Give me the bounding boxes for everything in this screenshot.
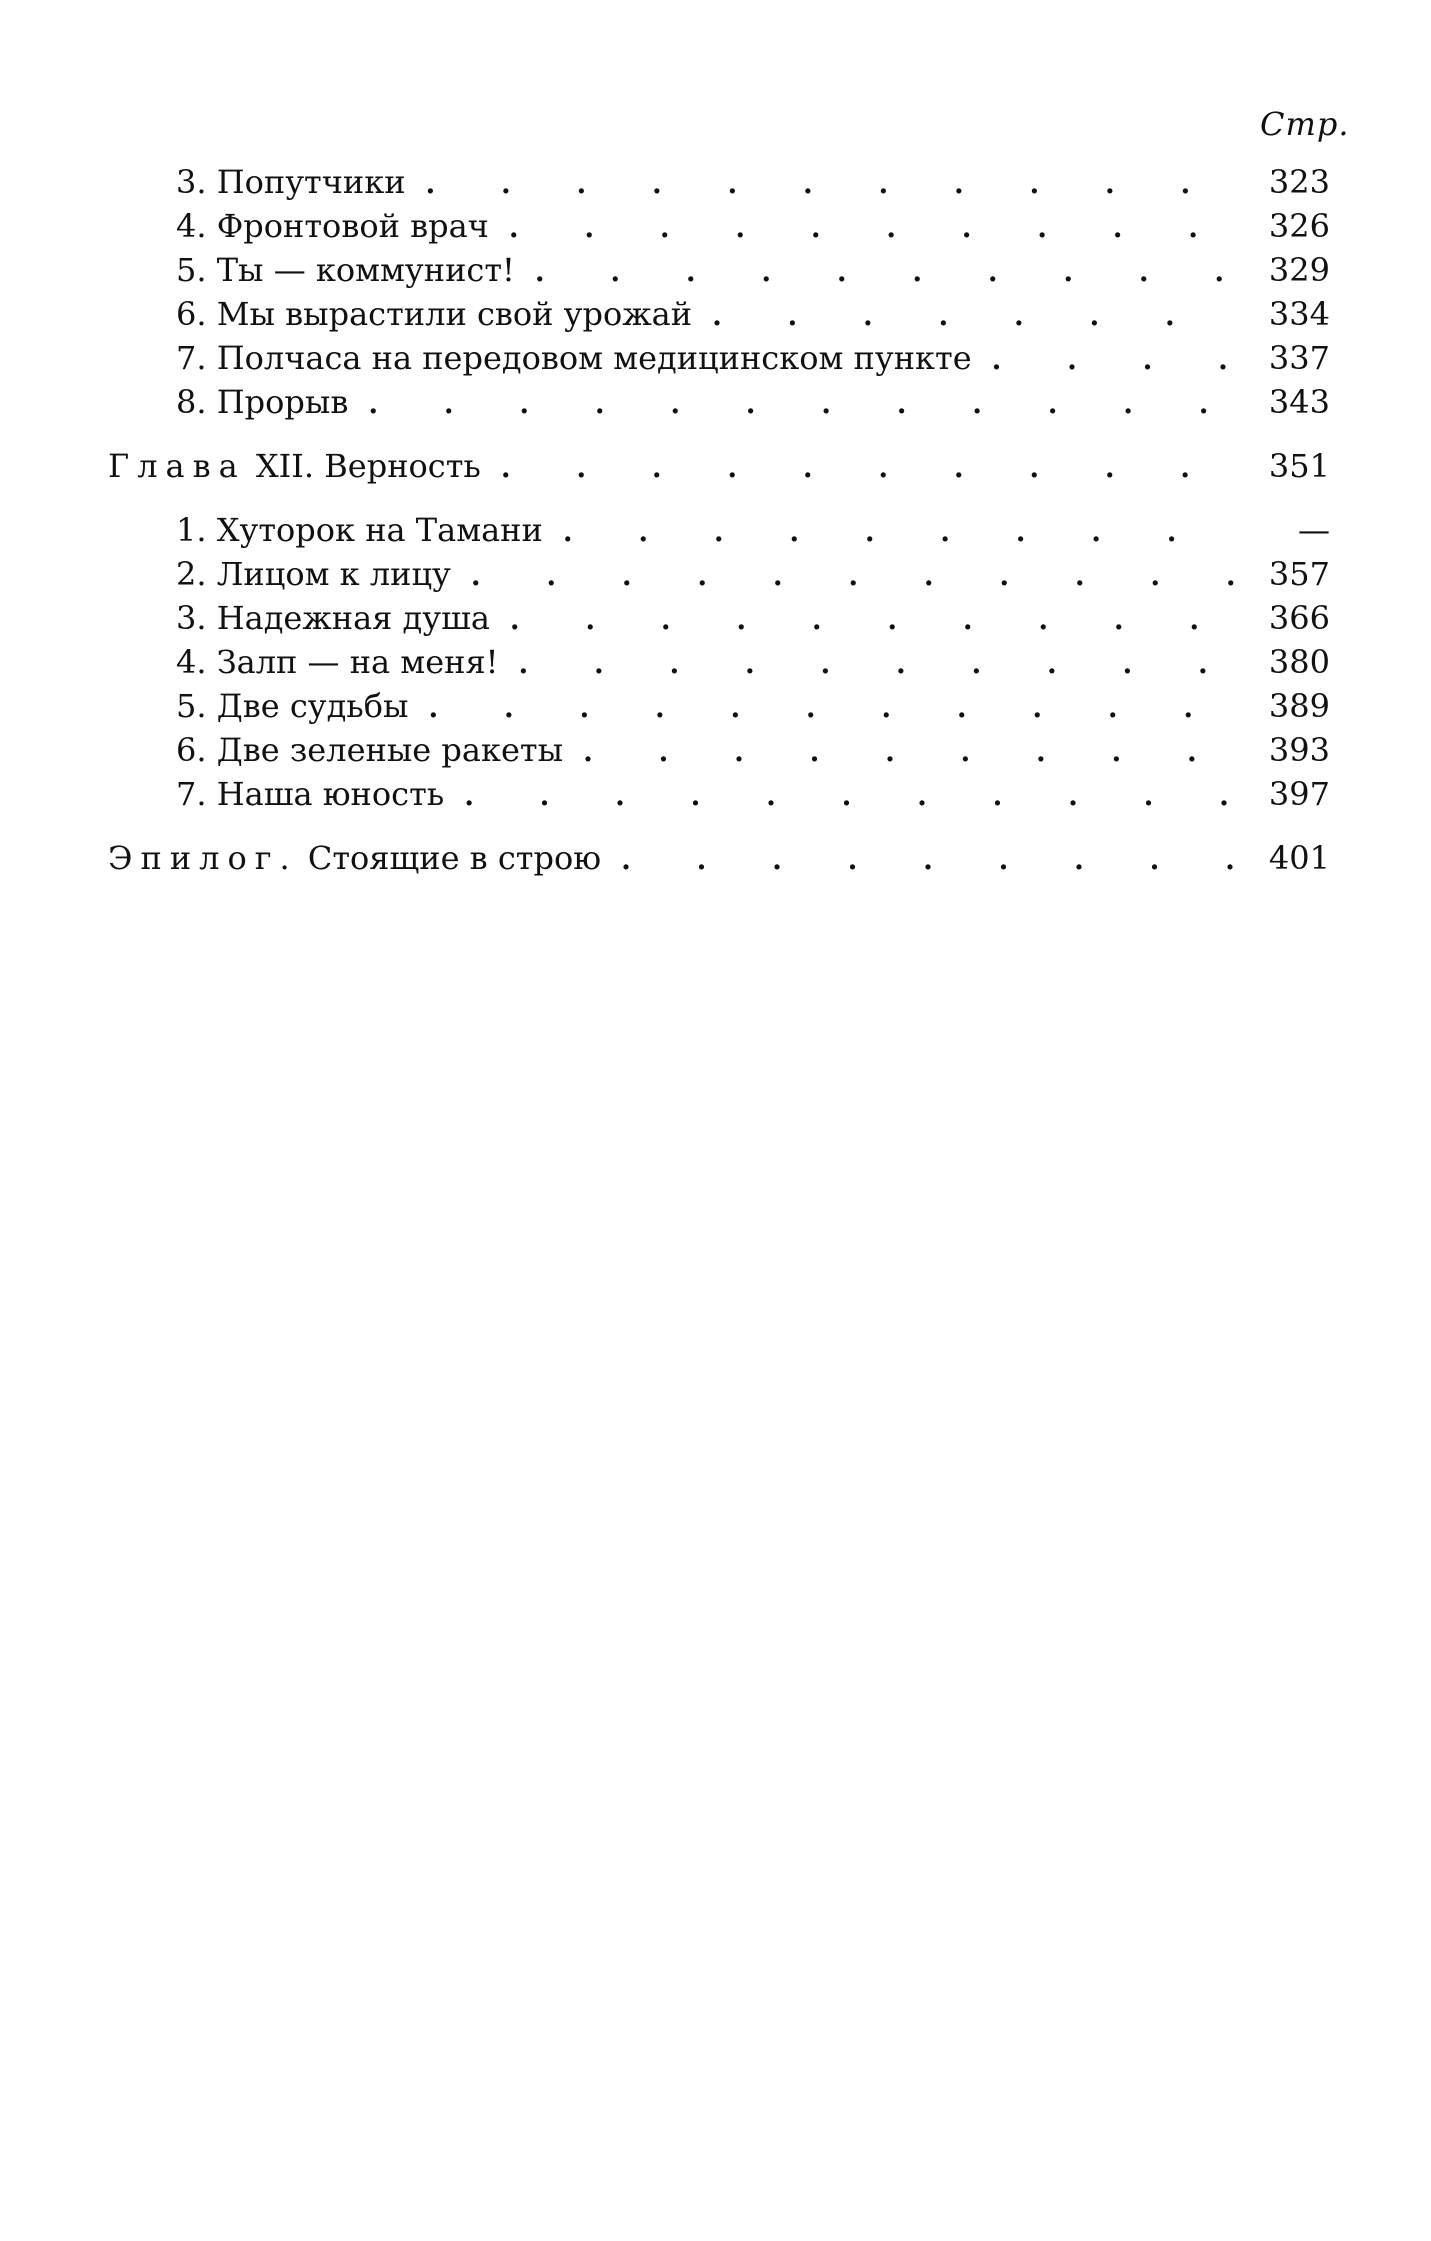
toc-entry-page: 337 bbox=[1268, 339, 1330, 377]
toc-entry-page: 334 bbox=[1268, 295, 1330, 333]
toc-entry-title: 1. Хуторок на Тамани bbox=[176, 511, 543, 549]
toc-entry-title: 7. Наша юность bbox=[176, 775, 445, 813]
toc-entry bbox=[108, 728, 1330, 772]
toc-entry-title: 3. Попутчики bbox=[176, 163, 406, 201]
dot-leader bbox=[428, 686, 1242, 730]
spacer bbox=[108, 816, 1330, 836]
dot-leader bbox=[471, 554, 1242, 598]
toc-entry-page: 329 bbox=[1268, 251, 1330, 289]
toc-entry-page: 326 bbox=[1268, 207, 1330, 245]
toc-entry-page: 323 bbox=[1268, 163, 1330, 201]
dot-leader bbox=[621, 838, 1242, 882]
toc-entry bbox=[108, 336, 1330, 380]
toc-entry bbox=[108, 248, 1330, 292]
toc-entry-page: 380 bbox=[1268, 643, 1330, 681]
toc-entry bbox=[108, 160, 1330, 204]
dot-leader bbox=[583, 730, 1242, 774]
toc-entry-page: 397 bbox=[1268, 775, 1330, 813]
toc-entry bbox=[108, 508, 1330, 552]
toc-entry-title: 6. Мы вырастили свой урожай bbox=[176, 295, 693, 333]
dot-leader bbox=[368, 382, 1242, 426]
toc-entry bbox=[108, 772, 1330, 816]
dot-leader bbox=[535, 250, 1242, 294]
spacer bbox=[108, 488, 1330, 508]
toc-entry-title: 8. Прорыв bbox=[176, 383, 349, 421]
toc-entry-title: 5. Две судьбы bbox=[176, 687, 409, 725]
toc-epilogue-entry bbox=[108, 836, 1330, 880]
toc-entry bbox=[108, 204, 1330, 248]
toc-entry-page: — bbox=[1298, 511, 1330, 549]
toc-entry-page: 393 bbox=[1268, 731, 1330, 769]
dot-leader bbox=[510, 598, 1242, 642]
toc-entry-title: 4. Залп — на меня! bbox=[176, 643, 499, 681]
toc-entry-page: 357 bbox=[1268, 555, 1330, 593]
toc-entry bbox=[108, 292, 1330, 336]
epilogue-prefix: Эпилог. bbox=[108, 839, 298, 877]
dot-leader bbox=[712, 294, 1242, 338]
dot-leader bbox=[509, 206, 1242, 250]
toc-chapter-entry bbox=[108, 444, 1330, 488]
toc-entry bbox=[108, 684, 1330, 728]
dot-leader bbox=[563, 510, 1242, 554]
page-column-label: Стр. bbox=[1260, 105, 1350, 143]
dot-leader bbox=[464, 774, 1242, 818]
chapter-prefix: Глава bbox=[108, 447, 246, 485]
toc-chapter-title bbox=[108, 444, 481, 488]
toc-epilogue-title bbox=[108, 836, 601, 880]
toc-entry-page: 343 bbox=[1268, 383, 1330, 421]
toc-entry-title: 7. Полчаса на передовом медицинском пункте bbox=[176, 339, 972, 377]
toc-entry-title: 4. Фронтовой врач bbox=[176, 207, 489, 245]
toc-entry bbox=[108, 640, 1330, 684]
toc-entry-page: 389 bbox=[1268, 687, 1330, 725]
toc-entry bbox=[108, 596, 1330, 640]
table-of-contents bbox=[108, 160, 1330, 880]
toc-entry-page: 366 bbox=[1268, 599, 1330, 637]
dot-leader bbox=[501, 446, 1242, 490]
toc-entry bbox=[108, 380, 1330, 424]
dot-leader bbox=[426, 162, 1242, 206]
toc-entry-page: 401 bbox=[1268, 839, 1330, 877]
toc-entry-title: 6. Две зеленые ракеты bbox=[176, 731, 564, 769]
toc-entry-title: 5. Ты — коммунист! bbox=[176, 251, 515, 289]
toc-entry-title: 3. Надежная душа bbox=[176, 599, 490, 637]
epilogue-name: Стоящие в строю bbox=[307, 839, 602, 877]
spacer bbox=[108, 424, 1330, 444]
dot-leader bbox=[992, 338, 1242, 382]
toc-entry-page: 351 bbox=[1268, 447, 1330, 485]
dot-leader bbox=[519, 642, 1243, 686]
chapter-name: XII. Верность bbox=[255, 447, 481, 485]
toc-entry-title: 2. Лицом к лицу bbox=[176, 555, 451, 593]
toc-entry bbox=[108, 552, 1330, 596]
